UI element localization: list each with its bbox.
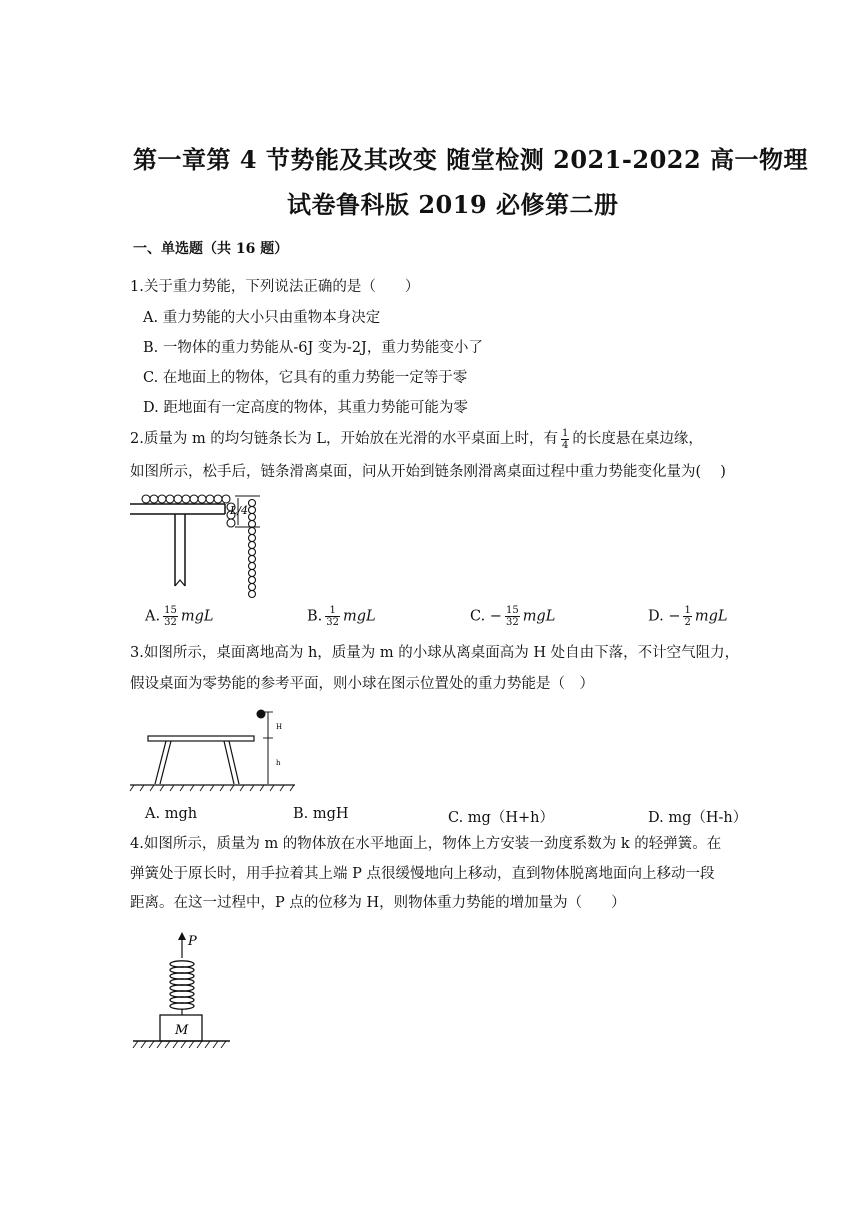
q2-c-fraction	[505, 605, 520, 628]
q2-d-mgl: mgL	[694, 608, 728, 625]
q4-spring-figure	[130, 930, 235, 1060]
q3-option-a: A. mgh	[145, 806, 198, 822]
q2-a-prefix: A.	[145, 608, 161, 625]
q2-b-fraction	[325, 605, 340, 628]
q4-fig-M: M	[175, 1023, 189, 1038]
q2-d-prefix: D. −	[648, 608, 681, 625]
q2-b-mgl: mgL	[343, 608, 376, 625]
q2-a-mgl: mgL	[180, 608, 214, 625]
q3-fig-H: H	[276, 723, 283, 731]
q1-option-c: C. 在地面上的物体，它具有的重力势能一定等于零	[143, 370, 468, 386]
q2-fraction	[561, 428, 569, 451]
q2-d-den: 2	[684, 617, 691, 628]
q1-stem: 1.关于重力势能，下列说法正确的是（ ）	[130, 279, 420, 295]
q2-option-c	[470, 605, 555, 628]
q2-frac-denominator: 4	[562, 439, 569, 451]
q4-stem-line-2: 弹簧处于原长时，用手拉着其上端 P 点很缓慢地向上移动，直到物体脱离地面向上移动一段	[130, 866, 715, 882]
q2-option-b	[307, 605, 376, 628]
q2-option-a	[145, 605, 214, 628]
q4-fig-P: P	[188, 934, 197, 949]
section-heading: 一、单选题（共 16 题）	[133, 241, 289, 257]
q3-option-d: D. mg（H-h）	[648, 810, 748, 826]
q2-a-fraction	[163, 605, 178, 628]
q4-stem-line-1: 4.如图所示，质量为 m 的物体放在水平地面上，物体上方安装一劲度系数为 k 的轻弹簧。在	[130, 836, 722, 852]
q2-stem-part-b: 的长度悬在桌边缘，	[572, 431, 703, 447]
q2-fig-label: L/4	[230, 504, 249, 517]
q2-stem-line-2: 如图所示，松手后，链条滑离桌面，问从开始到链条刚滑离桌面过程中重力势能变化量为( )	[130, 464, 726, 480]
q2-frac-numerator: 1	[562, 427, 569, 439]
q4-stem-line-3: 距离。在这一过程中，P 点的位移为 H，则物体重力势能的增加量为（ ）	[130, 895, 626, 911]
q2-b-prefix: B.	[307, 608, 323, 625]
q1-option-d: D. 距地面有一定高度的物体，其重力势能可能为零	[143, 400, 468, 416]
q3-stem-line-2: 假设桌面为零势能的参考平面，则小球在图示位置处的重力势能是（ ）	[130, 676, 594, 692]
q2-a-num: 15	[164, 605, 177, 616]
q3-option-c: C. mg（H+h）	[448, 810, 554, 826]
q2-stem-line-1	[130, 427, 703, 451]
title-line-2: 试卷鲁科版 2019 必修第二册	[287, 190, 619, 219]
q2-chain-figure	[130, 488, 270, 600]
q2-b-den: 32	[326, 617, 339, 628]
q3-fig-h: h	[276, 759, 281, 767]
q1-option-a: A. 重力势能的大小只由重物本身决定	[143, 310, 381, 326]
q2-b-num: 1	[325, 605, 340, 617]
q2-c-prefix: C. −	[470, 608, 502, 625]
q3-stem-line-1: 3.如图所示，桌面离地高为 h，质量为 m 的小球从离桌面高为 H 处自由下落，不计空气阻力，	[130, 645, 740, 661]
q2-c-mgl: mgL	[522, 608, 556, 625]
q2-c-den: 32	[505, 617, 519, 628]
q2-c-num: 15	[505, 605, 519, 616]
q1-option-b: B. 一物体的重力势能从-6J 变为-2J，重力势能变小了	[143, 340, 483, 356]
q2-d-fraction	[683, 605, 691, 628]
q2-a-den: 32	[164, 617, 177, 628]
q2-option-d	[648, 605, 728, 628]
q2-d-num: 1	[684, 605, 691, 616]
title-line-1: 第一章第 4 节势能及其改变 随堂检测 2021-2022 高一物理	[133, 145, 809, 174]
q3-table-figure	[130, 705, 300, 800]
q2-stem-part-a: 2.质量为 m 的均匀链条长为 L，开始放在光滑的水平桌面上时，有	[130, 431, 559, 447]
q3-option-b: B. mgH	[293, 806, 349, 822]
